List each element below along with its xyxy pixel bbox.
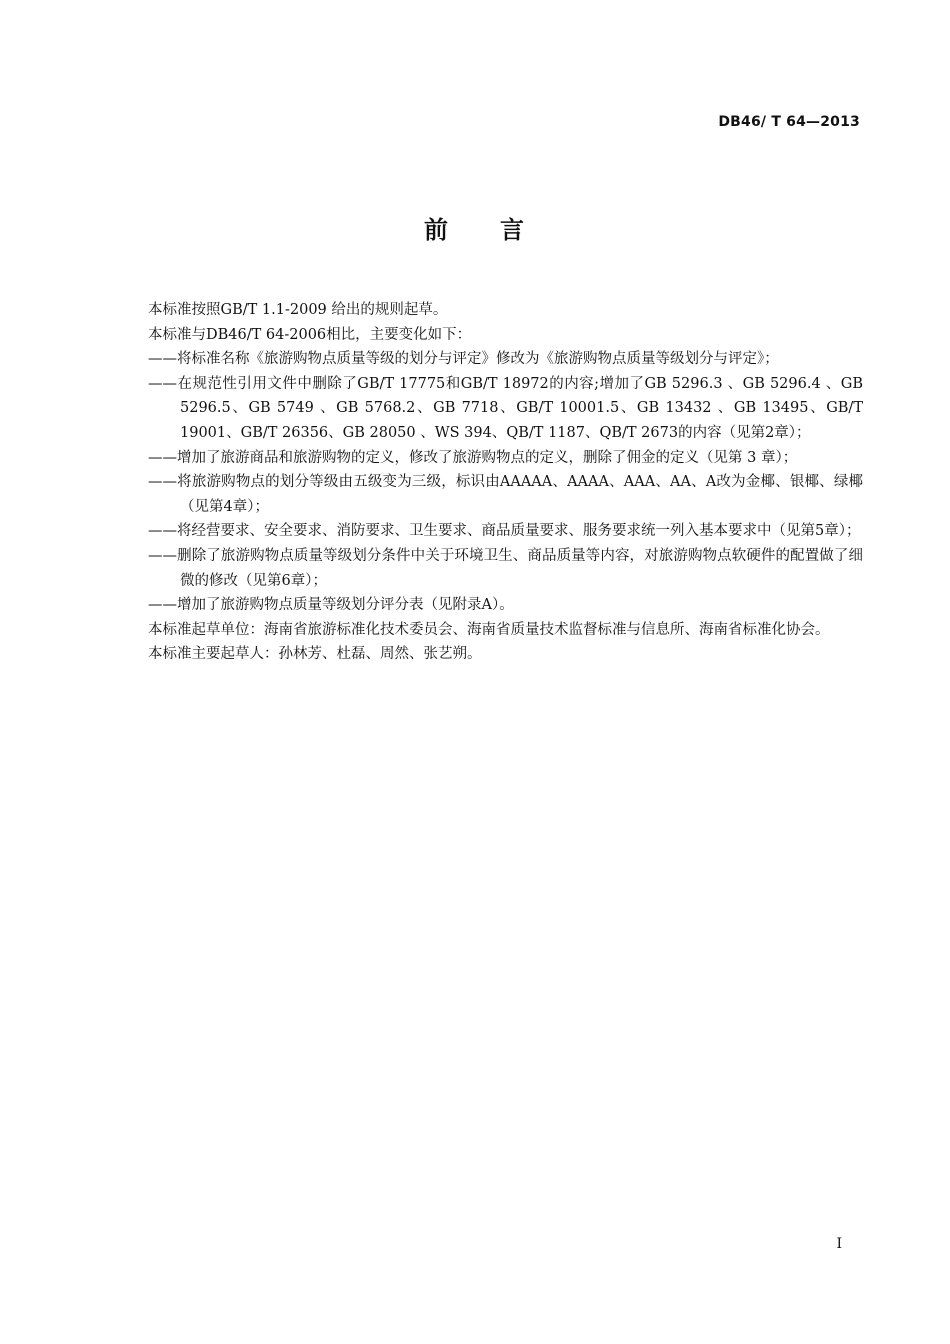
paragraph-drafters: 本标准主要起草人：孙林芳、杜磊、周然、张艺朔。 bbox=[148, 646, 482, 663]
document-code: DB46/ T 64—2013 bbox=[718, 114, 860, 130]
change-item: ——删除了旅游购物点质量等级划分条件中关于环境卫生、商品质量等内容，对旅游购物点软硬件的配置做了细微的修改（见第6章）； bbox=[148, 547, 863, 589]
change-item: ——将标准名称《旅游购物点质量等级的划分与评定》修改为《旅游购物点质量等级划分与评定》； bbox=[148, 351, 779, 368]
paragraph-drafting-rules: 本标准按照GB/T 1.1-2009 给出的规则起草。 bbox=[148, 302, 448, 318]
change-item: ——将经营要求、安全要求、消防要求、卫生要求、商品质量要求、服务要求统一列入基本要求中（见第5章）； bbox=[148, 523, 861, 540]
title-char-2: 言 bbox=[500, 216, 526, 244]
paragraph-drafting-units: 本标准起草单位：海南省旅游标准化技术委员会、海南省质量技术监督标准与信息所、海南省标准化协会。 bbox=[148, 621, 830, 638]
change-item: ——增加了旅游购物点质量等级划分评分表（见附录A）。 bbox=[148, 597, 514, 614]
change-item: ——将旅游购物点的划分等级由五级变为三级，标识由AAAAA、AAAA、AAA、AA、A改为金椰、银椰、绿椰（见第4章）； bbox=[148, 474, 863, 515]
foreword-body bbox=[148, 298, 863, 667]
page-title bbox=[0, 210, 950, 245]
change-item: ——在规范性引用文件中删除了GB/T 17775和GB/T 18972的内容;增加了GB 5296.3 、GB 5296.4 、GB 5296.5、GB 5749 、GB 5768.2、GB 7718、GB/T 10001.5、GB 13432 、GB 13495、GB/T 19001、GB/T 26356、GB 28050 、WS 394、QB/T 1187、QB/T 2673的内容（见第2章）； bbox=[148, 375, 863, 441]
paragraph-changes-intro: 本标准与DB46/T 64-2006相比，主要变化如下： bbox=[148, 326, 472, 343]
title-char-1: 前 bbox=[424, 216, 450, 244]
page-number: I bbox=[836, 1236, 842, 1252]
change-item: ——增加了旅游商品和旅游购物的定义，修改了旅游购物点的定义，删除了佣金的定义（见第 3 章）； bbox=[148, 449, 798, 466]
